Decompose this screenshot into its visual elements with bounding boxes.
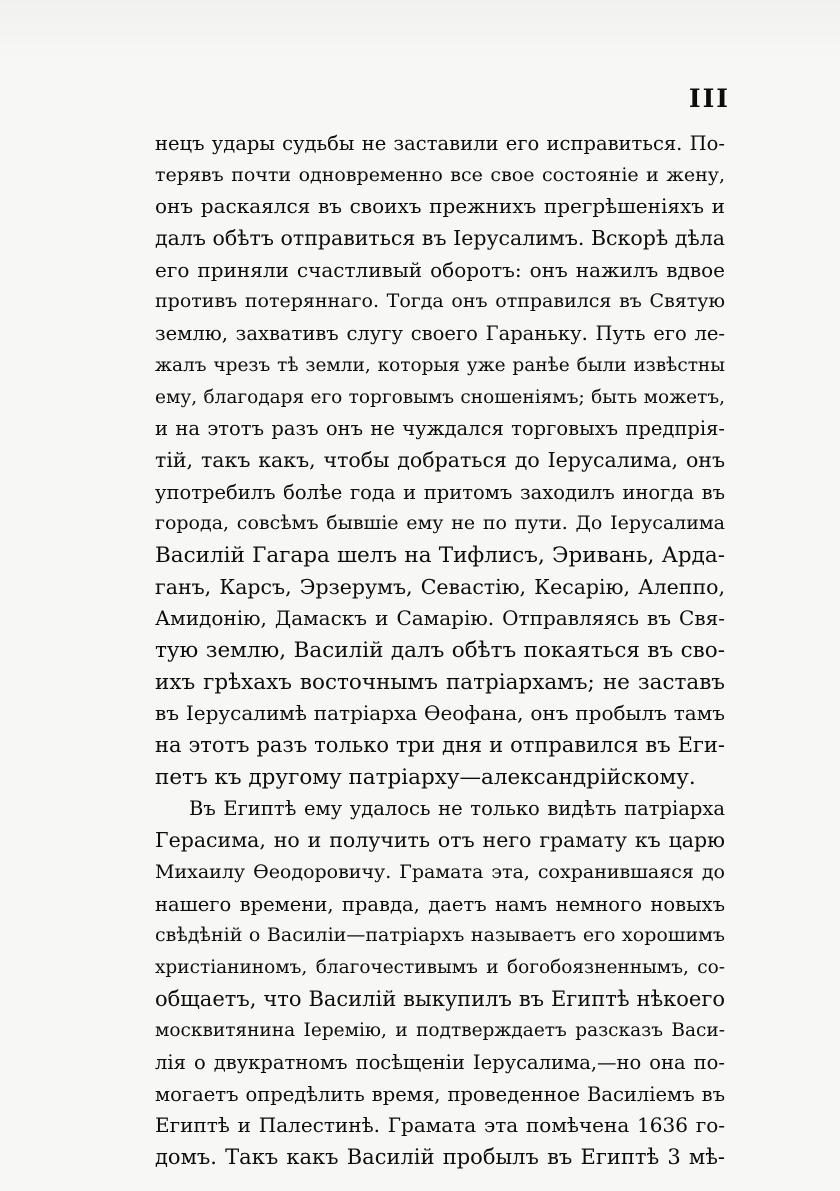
text-line: христiаниномъ, благочестивымъ и богобоязненнымъ, со- bbox=[155, 956, 725, 978]
text-line: ганъ, Карсъ, Эрзерумъ, Севастiю, Кесарiю, Алеппо, bbox=[155, 574, 725, 599]
text-line: его приняли счастливый оборотъ: онъ нажилъ вдвое bbox=[155, 257, 725, 282]
text-line: въ Iерусалимѣ патрiарха Ѳеофана, онъ пробылъ тамъ bbox=[155, 701, 725, 726]
text-line: нашего времени, правда, даетъ намъ немного новыхъ bbox=[155, 892, 725, 916]
text-line: Василiй Гагара шелъ на Тифлисъ, Эривань, Арда- bbox=[155, 542, 725, 568]
text-line: противъ потеряннаго. Тогда онъ отправился въ Святую bbox=[155, 290, 725, 313]
text-line: землю, захвативъ слугу своего Гараньку. Путь его ле- bbox=[155, 322, 725, 346]
text-line: общаетъ, что Василiй выкупилъ въ Египтѣ нѣкоего bbox=[155, 986, 725, 1011]
paragraph-1 bbox=[155, 128, 725, 793]
text-line: и на этотъ разъ онъ не чуждался торговыхъ предпрiя- bbox=[155, 417, 725, 441]
page-top-shading bbox=[0, 0, 840, 60]
text-line: далъ обѣтъ отправиться въ Iерусалимъ. Вскорѣ дѣла bbox=[155, 226, 725, 251]
text-line: Амидонiю, Дамаскъ и Самарiю. Отправляясь въ Свя- bbox=[155, 606, 725, 631]
page-number: III bbox=[688, 84, 730, 113]
text-line: жалъ чрезъ тѣ земли, которыя уже ранѣе были извѣстны bbox=[155, 354, 725, 376]
paragraph-2 bbox=[155, 793, 725, 1173]
text-line: нецъ удары судьбы не заставили его исправиться. По- bbox=[155, 132, 725, 155]
text-line: города, совсѣмъ бывшiе ему не по пути. До Iерусалима bbox=[155, 512, 725, 535]
text-line: тiй, такъ какъ, чтобы добраться до Iерусалима, онъ bbox=[155, 447, 725, 472]
text-line: ихъ грѣхахъ восточнымъ патрiархамъ; не заставъ bbox=[155, 669, 725, 695]
text-line: лiя о двукратномъ посѣщенiи Iерусалима,—но она по- bbox=[155, 1050, 725, 1074]
text-line: Михаилу Ѳеодоровичу. Грамата эта, сохранившаяся до bbox=[155, 860, 725, 883]
text-line: ему, благодаря его торговымъ сношенiямъ; быть можетъ, bbox=[155, 386, 725, 408]
text-line: петъ къ другому патрiарху—александрiйскому. bbox=[155, 764, 696, 790]
text-line: терявъ почти одновременно все свое состоянiе и жену, bbox=[155, 163, 725, 186]
text-line: тую землю, Василiй далъ обѣтъ покаяться въ сво- bbox=[155, 638, 725, 663]
text-line: могаетъ опредѣлить время, проведенное Василiемъ въ bbox=[155, 1082, 725, 1106]
text-line: москвитянина Iеремiю, и подтверждаетъ разсказъ Васи- bbox=[155, 1020, 725, 1042]
text-line: домъ. Такъ какъ Василiй пробылъ въ Египтѣ 3 мѣ- bbox=[155, 1145, 725, 1169]
text-line: на этотъ разъ только три дня и отправился въ Еги- bbox=[155, 733, 725, 758]
text-line: употребилъ болѣе года и притомъ заходилъ иногда въ bbox=[155, 480, 725, 504]
body-text bbox=[155, 128, 725, 1174]
text-line: онъ раскаялся въ своихъ прежнихъ прегрѣшенiяхъ и bbox=[155, 194, 725, 219]
text-line: Герасима, но и получить отъ него грамату къ царю bbox=[155, 828, 725, 853]
text-line: Египтѣ и Палестинѣ. Грамата эта помѣчена 1636 го- bbox=[155, 1113, 725, 1138]
text-line: свѣдѣнiй о Василiи—патрiархъ называетъ его хорошимъ bbox=[155, 924, 725, 947]
text-line: Въ Египтѣ ему удалось не только видѣть патрiарха bbox=[189, 797, 725, 821]
